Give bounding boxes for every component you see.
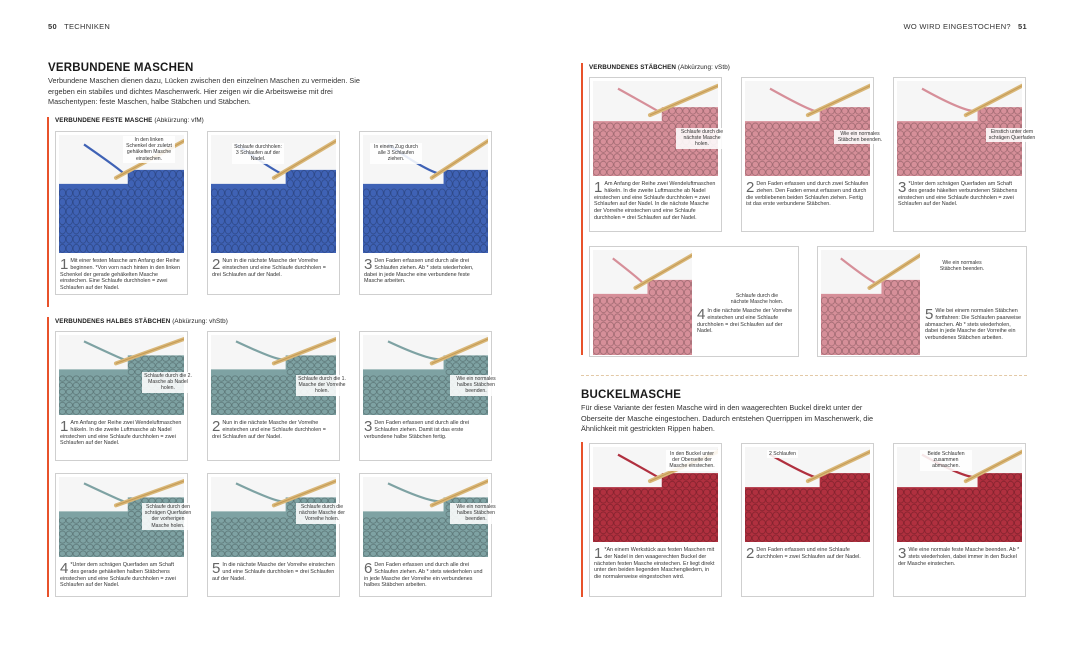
step-text: [594, 547, 717, 581]
vhstb-step-panel: [359, 473, 492, 597]
step-text: [364, 562, 487, 589]
step-number: 2: [746, 545, 755, 562]
subtitle-vhstb: [55, 318, 228, 325]
step-text: [925, 308, 1022, 342]
vhstb-step-panel: [359, 331, 492, 461]
step-description: Nun in die nächste Masche der Vorreihe einstechen und eine Schlaufe durchholen = drei Schlaufen auf der Nadel.: [212, 258, 326, 278]
photo-callout: Beide Schlaufen zusammen abmaschen.: [920, 450, 972, 471]
step-text: [60, 258, 183, 292]
section-title-buckelmasche: BUCKELMASCHE: [581, 389, 682, 401]
step-text: [746, 547, 869, 561]
photo-callout: 2 Schlaufen: [769, 451, 796, 457]
step-description: Nun in die nächste Masche der Vorreihe einstechen und eine Schlaufe durchholen = drei Schlaufen auf der Nadel.: [212, 420, 326, 440]
step-number: 3: [364, 256, 373, 273]
photo-callout: Schlaufe durch die 2. Masche ab Nadel holen.: [142, 372, 194, 393]
subtitle-vstb-abbr: (Abkürzung: vStb): [677, 64, 730, 71]
buckelmasche-step-panel: [741, 443, 874, 597]
section-divider: [581, 375, 1027, 376]
step-text: [746, 181, 869, 208]
subtitle-vfm-abbr: (Abkürzung: vfM): [154, 117, 204, 124]
subtitle-vstb-text: VERBUNDENES STÄBCHEN: [589, 64, 677, 71]
section-title-verbundene-maschen: VERBUNDENE MASCHEN: [48, 62, 194, 74]
step-description: Am Anfang der Reihe zwei Wendeluftmaschen häkeln. In die zweite Luftmasche ab Nadel einstechen und eine Schlaufe durchholen = zwei Schlaufen auf der Nadel.: [60, 420, 182, 447]
left-running-title: TECHNIKEN: [64, 22, 111, 31]
crochet-photo: [821, 250, 920, 355]
photo-callout: In einem Zug durch alle 3 Schlaufen ziehen.: [370, 143, 422, 164]
step-description: *Unter dem schrägen Querfaden am Schaft des gerade gehäkelten halben Stäbchens einstechen und eine Schlaufe durchholen = zwei Schlaufen auf der Nadel.: [60, 562, 176, 589]
photo-callout: Schlaufe durch die 1. Masche der Vorreihe holen.: [296, 375, 348, 396]
section-marker: [47, 117, 49, 307]
right-page-number: 51: [1018, 22, 1027, 31]
step-number: 4: [60, 560, 69, 577]
vhstb-step-panel: [55, 473, 188, 597]
photo-callout: In den Buckel unter der Oberseite der Masche einstechen.: [666, 450, 718, 471]
step-description: Wie bei einem normalen Stäbchen fortfahren: Die Schlaufen paarweise abmaschen. Ab * stets wiederholen, dabei in jede Masche der Vorreihe ein verbundenes Stäbchen arbeiten.: [925, 308, 1022, 342]
photo-callout: Einstich unter dem schrägen Querfaden: [986, 128, 1038, 142]
step-text: [364, 420, 487, 440]
step-number: 5: [212, 560, 221, 577]
vstb-step-panel: [589, 77, 722, 232]
step-description: Am Anfang der Reihe zwei Wendeluftmaschen häkeln. In die zweite Luftmasche ab Nadel einstechen und eine Schlaufe durchholen = zwei Schlaufen auf der Nadel. In die nächste Masche der Vorreihe einstechen und eine Schlaufe durchholen = drei Schlaufen auf der Nadel.: [594, 181, 716, 221]
left-page-header: [48, 22, 110, 31]
step-description: Wie eine normale feste Masche beenden. Ab * stets wiederholen, dabei immer in den Buckel der Masche einstechen.: [898, 547, 1020, 567]
right-page-header: [903, 22, 1027, 31]
step-text: [212, 258, 335, 278]
section-intro-verbundene-maschen: Verbundene Maschen dienen dazu, Lücken zwischen den einzelnen Maschen zu vermeiden. Sie ergeben ein stabiles und dichtes Maschenwerk. Hier zeigen wir die Arbeitsweise mit drei Maschentypen: feste Maschen, halbe Stäbchen und Stäbchen.: [48, 76, 360, 107]
step-text: [364, 258, 487, 285]
subtitle-vfm: [55, 117, 204, 124]
step-text: [212, 420, 335, 440]
step-number: 4: [697, 306, 706, 324]
step-description: Den Faden erfassen und durch alle drei Schlaufen ziehen. Ab * stets wiederholen, dabei in jede Masche eine verbundene feste Masche arbeiten.: [364, 258, 474, 285]
photo-callout: Wie ein normales halbes Stäbchen beenden.: [450, 503, 502, 524]
crochet-photo: [593, 250, 692, 355]
photo-callout: Schlaufe durch die nächste Masche holen.: [676, 128, 728, 149]
vhstb-step-panel: [207, 331, 340, 461]
step-number: 1: [594, 179, 603, 196]
photo-callout: Wie ein normales halbes Stäbchen beenden.: [450, 375, 502, 396]
photo-callout: Wie ein normales Stäbchen beenden.: [930, 259, 994, 273]
photo-callout: Schlaufe durch den schrägen Querfaden der vorherigen Masche holen.: [142, 503, 194, 530]
step-text: [594, 181, 717, 222]
step-text: [898, 181, 1021, 208]
vstb-step-panel: [893, 77, 1026, 232]
step-number: 1: [60, 418, 69, 435]
step-description: Den Faden erfassen und durch alle drei Schlaufen ziehen. Ab * stets wiederholen und in jede Masche der Vorreihe ein verbundenes halbes Stäbchen arbeiten.: [364, 562, 483, 589]
step-description: Mit einer festen Masche am Anfang der Reihe beginnen. *Von vorn nach hinten in den linken Schenkel der gerade gehäkelten Masche einstechen. Eine Schlaufe durchholen = zwei Schlaufen auf der Nadel.: [60, 258, 181, 292]
step-description: Den Faden erfassen und durch alle drei Schlaufen ziehen. Damit ist das erste verbundene halbe Stäbchen fertig.: [364, 420, 470, 440]
section-marker: [581, 442, 583, 597]
photo-callout: Schlaufe durch die nächste Masche holen.: [725, 292, 789, 306]
step-text: [60, 420, 183, 447]
subtitle-vhstb-abbr: (Abkürzung: vhStb): [172, 318, 228, 325]
step-description: Den Faden erfassen und durch zwei Schlaufen ziehen. Den Faden erneut erfassen und durch die verbliebenen beiden Schlaufen ziehen. Fertig ist das erste verbundene Stäbchen.: [746, 181, 869, 208]
step-number: 3: [898, 545, 907, 562]
vhstb-step-panel: [55, 331, 188, 461]
step-description: In die nächste Masche der Vorreihe einstechen und eine Schlaufe durchholen = drei Schlaufen auf der Nadel.: [697, 308, 793, 335]
crochet-photo: [745, 447, 870, 542]
subtitle-vfm-text: VERBUNDENE FESTE MASCHE: [55, 117, 153, 124]
step-text: [898, 547, 1021, 567]
photo-callout: Schlaufe durch die nächste Masche der Vorreihe holen.: [296, 503, 348, 524]
vstb-step-panel: [817, 246, 1027, 357]
photo-callout: Schlaufe durchholen: 3 Schlaufen auf der Nadel.: [232, 143, 284, 164]
step-number: 2: [212, 256, 221, 273]
photo-callout: In den linken Schenkel der zuletzt gehäkelten Masche einstechen.: [123, 136, 175, 163]
step-text: [697, 308, 794, 335]
vhstb-step-panel: [207, 473, 340, 597]
step-description: Den Faden erfassen und eine Schlaufe durchholen = zwei Schlaufen auf der Nadel.: [756, 547, 861, 560]
step-text: [60, 562, 183, 589]
vstb-step-panel: [741, 77, 874, 232]
section-intro-buckelmasche: Für diese Variante der festen Masche wird in den waagerechten Buckel direkt unter der Oberseite der Masche eingestochen. Dadurch entstehen Querrippen im Maschenwerk, die Ähnlichkeit mit gestrickten Rippen haben.: [581, 403, 874, 434]
step-number: 6: [364, 560, 373, 577]
step-number: 3: [364, 418, 373, 435]
step-number: 2: [746, 179, 755, 196]
crochet-photo: [745, 81, 870, 176]
step-description: In die nächste Masche der Vorreihe einstechen und eine Schlaufe durchholen = drei Schlaufen auf der Nadel.: [212, 562, 335, 582]
step-description: *Unter dem schrägen Querfaden am Schaft des gerade häkelten verbundenen Stäbchens einstechen und eine Schlaufe durchholen = zwei Schlaufen auf der Nadel.: [898, 181, 1018, 208]
left-page-number: 50: [48, 22, 57, 31]
step-description: *An einem Werkstück aus festen Maschen mit der Nadel in den waagerechten Buckel der nächsten festen Masche einstechen. Er liegt direkt unter den beiden liegenden Maschengliedern, in die normalerweise eingestochen wird.: [594, 547, 715, 581]
section-marker: [47, 317, 49, 597]
step-number: 2: [212, 418, 221, 435]
section-marker: [581, 63, 583, 355]
step-number: 3: [898, 179, 907, 196]
subtitle-vstb: [589, 64, 730, 71]
step-number: 1: [594, 545, 603, 562]
step-text: [212, 562, 335, 582]
photo-callout: Wie ein normales Stäbchen beenden.: [834, 130, 886, 144]
step-number: 1: [60, 256, 69, 273]
subtitle-vhstb-text: VERBUNDENES HALBES STÄBCHEN: [55, 318, 171, 325]
step-number: 5: [925, 306, 934, 324]
right-running-title: WO WIRD EINGESTOCHEN?: [903, 22, 1011, 31]
